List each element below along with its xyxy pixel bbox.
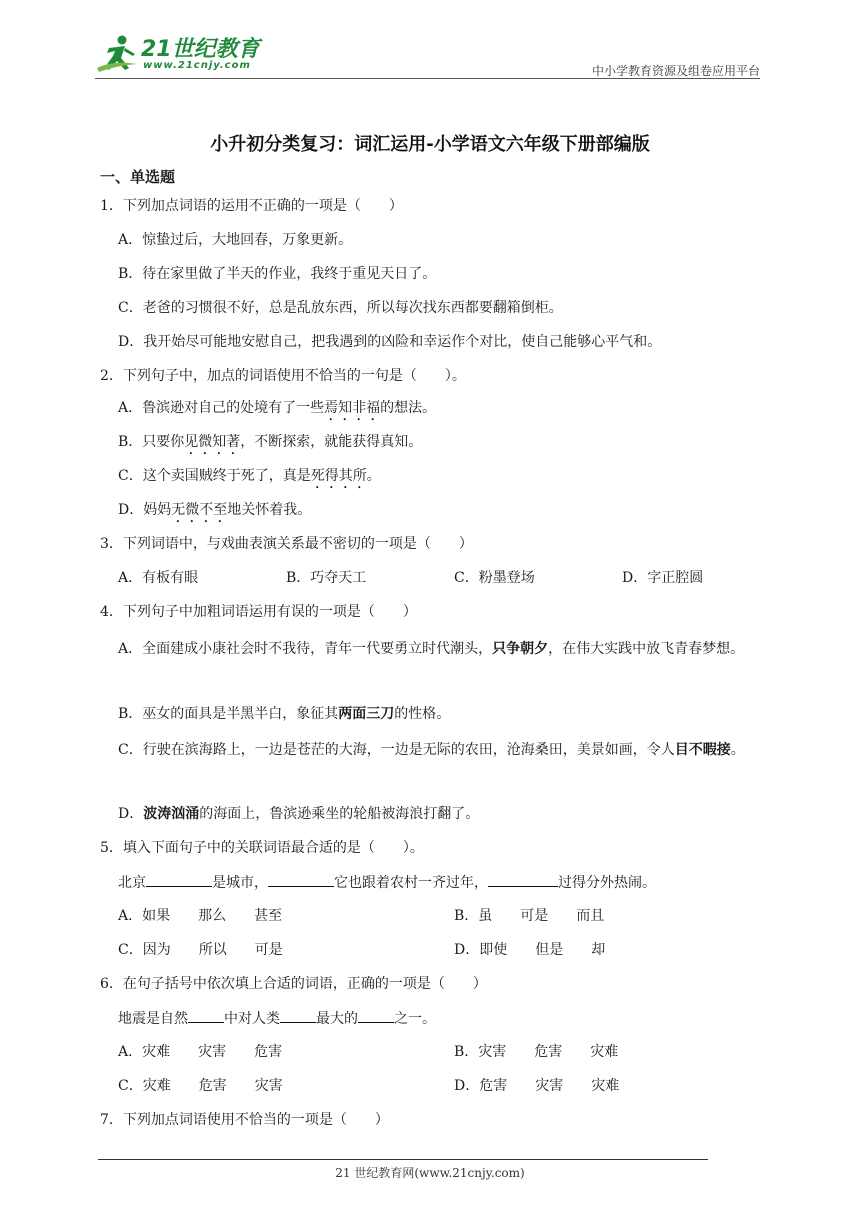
q6-option-d: D．危害 灾害 灾难 [454, 1078, 620, 1094]
q4-option-b [118, 704, 450, 724]
option-text: ，不断探索，就能获得真知。 [240, 434, 423, 450]
q5-option-d: D．即使 但是 却 [454, 942, 606, 958]
option-text: 。 [730, 742, 745, 758]
option-text: C．这个卖国贼终于死了，真是 [118, 468, 311, 484]
footer-divider [98, 1159, 708, 1160]
q5-option-b: B．虽 可是 而且 [454, 908, 605, 924]
bold-word: 波涛汹涌 [143, 806, 200, 822]
section-heading: 一、单选题 [100, 168, 176, 186]
q3-option-c: C．粉墨登场 [454, 570, 535, 586]
option-text: 的性格。 [394, 706, 451, 722]
q2-option-d [118, 500, 311, 526]
q1-option-a: A．惊蛰过后，大地回春，万象更新。 [118, 232, 353, 248]
q3-option-a: A．有板有眼 [118, 570, 199, 586]
q4-option-c [100, 734, 762, 766]
q2-option-a [118, 398, 436, 424]
page-footer: 21 世纪教育网(www.21cnjy.com) [335, 1166, 525, 1180]
q6-option-a: A．灾难 灾害 危害 [118, 1044, 283, 1060]
q4-option-d [118, 804, 479, 824]
q4-option-a [100, 634, 762, 664]
option-text: 地关怀着我。 [227, 502, 312, 518]
option-text: D．妈妈 [118, 502, 172, 518]
option-text: 的海面上，鲁滨逊乘坐的轮船被海浪打翻了。 [199, 806, 480, 822]
sentence-text: 它也跟着农村一齐过年， [334, 875, 488, 891]
q2-option-c [118, 466, 381, 492]
option-text: D． [118, 806, 144, 822]
q1-option-d: D．我开始尽可能地安慰自己，把我遇到的凶险和幸运作个对比，使自己能够心平气和。 [118, 334, 662, 350]
platform-name: 中小学教育资源及组卷应用平台 [591, 64, 760, 78]
q6-option-c: C．灾难 危害 灾害 [118, 1078, 283, 1094]
q6-option-b: B．灾害 危害 灾难 [454, 1044, 619, 1060]
option-text: 的想法。 [380, 400, 437, 416]
dotted-word: 见微知著 [184, 434, 241, 450]
question-2-stem: 2．下列句子中，加点的词语使用不恰当的一句是（ ）。 [100, 368, 466, 384]
sentence-text: 北京 [118, 875, 146, 891]
q3-option-b: B．巧夺天工 [286, 570, 367, 586]
bold-word: 只争朝夕 [492, 641, 549, 657]
header-divider [95, 78, 760, 79]
sentence-text: 是城市， [212, 875, 268, 891]
fill-blank [280, 1008, 316, 1023]
dotted-word: 无微不至 [171, 502, 228, 518]
q5-sentence [118, 872, 656, 893]
sentence-text: 地震是自然 [118, 1011, 188, 1027]
q6-sentence [118, 1008, 436, 1029]
fill-blank [488, 872, 558, 887]
q1-option-c: C．老爸的习惯很不好，总是乱放东西，所以每次找东西都要翻箱倒柜。 [118, 300, 563, 316]
sentence-text: 过得分外热闹。 [558, 875, 656, 891]
q1-option-b: B．待在家里做了半天的作业，我终于重见天日了。 [118, 266, 437, 282]
logo-url-text: www.21cnjy.com [143, 60, 251, 71]
option-text: 。 [366, 468, 381, 484]
sentence-text: 最大的 [316, 1011, 358, 1027]
fill-blank [188, 1008, 224, 1023]
question-6-stem: 6．在句子括号中依次填上合适的词语，正确的一项是（ ） [100, 976, 487, 992]
q3-option-d: D．字正腔圆 [622, 570, 704, 586]
fill-blank [146, 872, 212, 887]
page-title: 小升初分类复习：词汇运用-小学语文六年级下册部编版 [210, 134, 650, 155]
dotted-word: 死得其所 [310, 468, 367, 484]
logo [95, 30, 295, 78]
dotted-word: 焉知非福 [324, 400, 381, 416]
option-text: A．全面建成小康社会时不我待，青年一代要勇立时代潮头， [118, 641, 493, 657]
option-text: C．行驶在滨海路上，一边是苍茫的大海，一边是无际的农田，沧海桑田，美景如画，令人 [118, 742, 675, 758]
question-1-stem: 1．下列加点词语的运用不正确的一项是（ ） [100, 198, 403, 214]
option-text: B．巫女的面具是半黑半白，象征其 [118, 706, 339, 722]
logo-brand-text: 21世纪教育 [141, 37, 260, 62]
bold-word: 目不暇接 [674, 742, 731, 758]
fill-blank [268, 872, 334, 887]
bold-word: 两面三刀 [338, 706, 395, 722]
fill-blank [358, 1008, 394, 1023]
sentence-text: 中对人类 [224, 1011, 280, 1027]
question-3-stem: 3．下列词语中，与戏曲表演关系最不密切的一项是（ ） [100, 536, 473, 552]
page-header [95, 30, 760, 80]
q5-option-a: A．如果 那么 甚至 [118, 908, 283, 924]
q5-option-c: C．因为 所以 可是 [118, 942, 283, 958]
option-text: B．只要你 [118, 434, 185, 450]
runner-logo-icon [95, 34, 139, 74]
sentence-text: 之一。 [394, 1011, 436, 1027]
question-4-stem: 4．下列句子中加粗词语运用有误的一项是（ ） [100, 604, 417, 620]
question-7-stem: 7．下列加点词语使用不恰当的一项是（ ） [100, 1112, 389, 1128]
q2-option-b [118, 432, 422, 458]
option-text: A．鲁滨逊对自己的处境有了一些 [118, 400, 325, 416]
question-5-stem: 5．填入下面句子中的关联词语最合适的是（ ）。 [100, 840, 424, 856]
option-text: ，在伟大实践中放飞青春梦想。 [548, 641, 745, 657]
